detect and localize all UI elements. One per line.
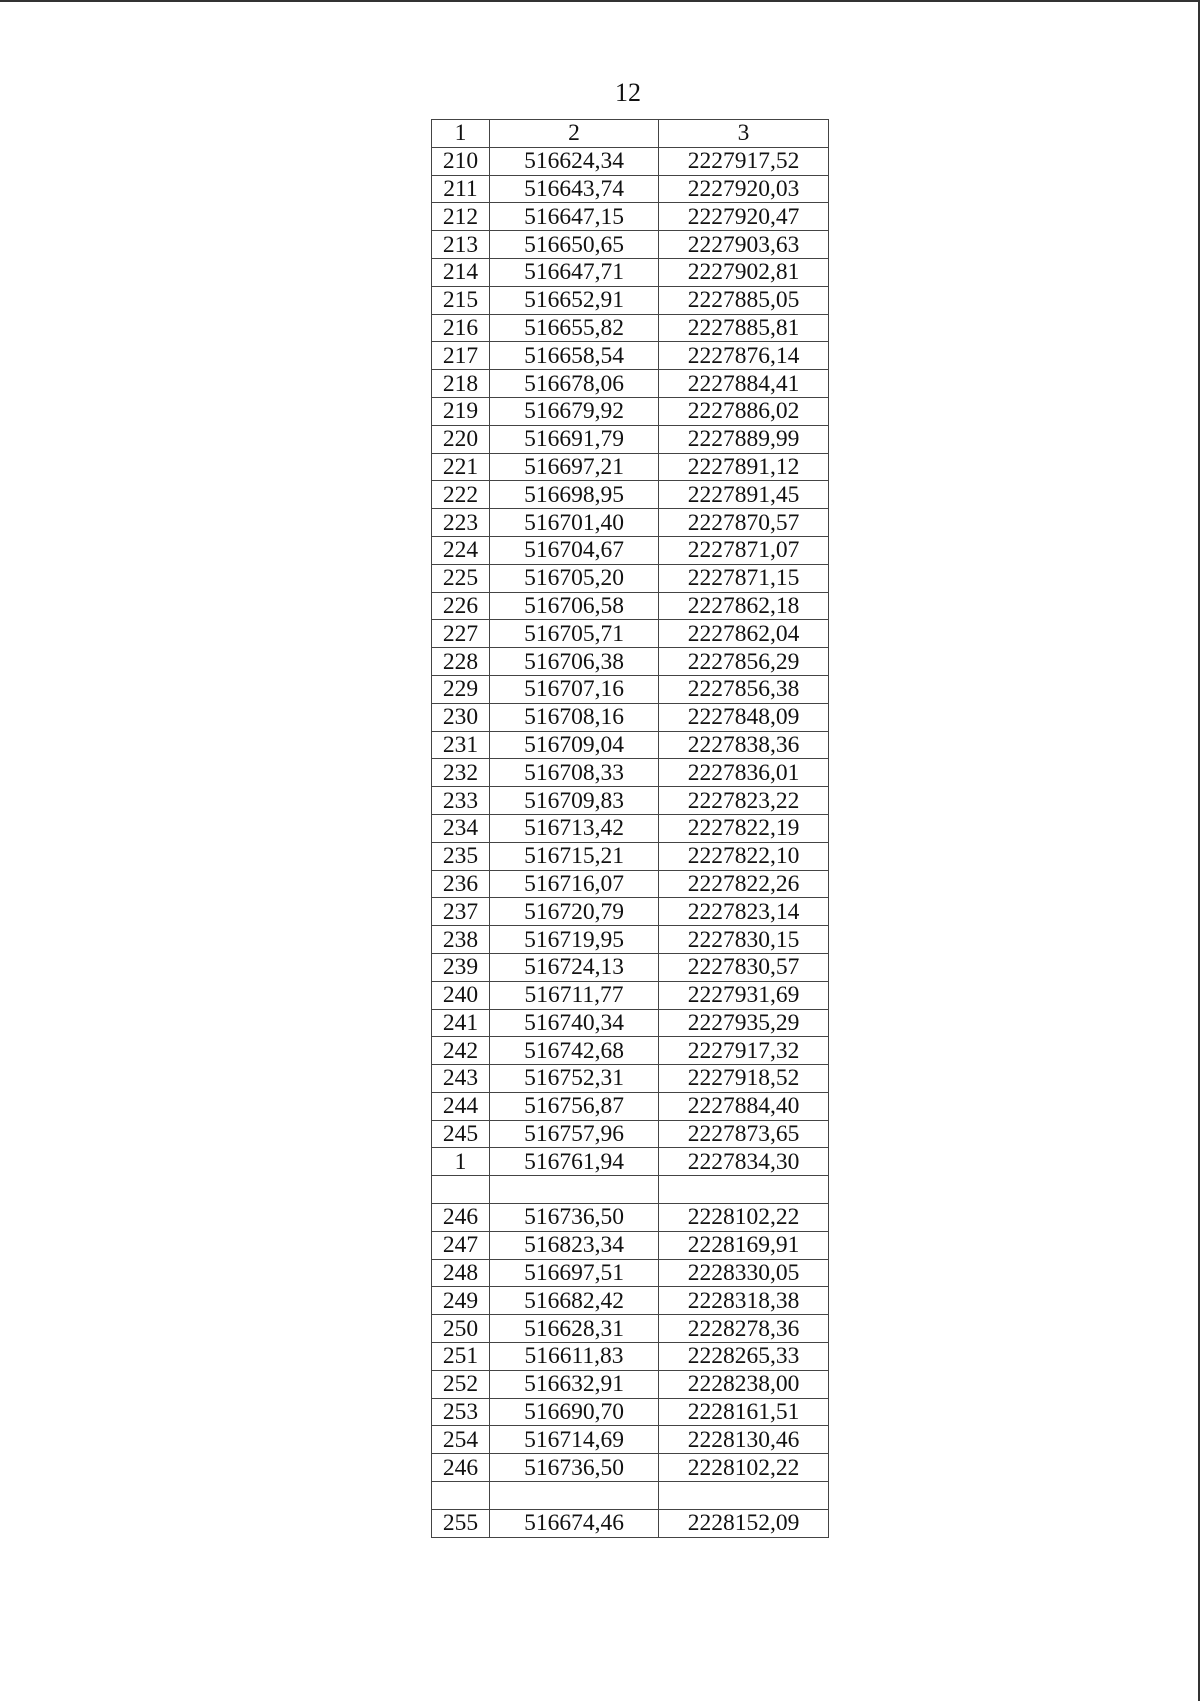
point-number: 210 — [432, 147, 490, 175]
table-row — [432, 703, 829, 731]
x-coordinate: 516736,50 — [490, 1204, 659, 1232]
table-row — [432, 1148, 829, 1176]
point-number: 220 — [432, 425, 490, 453]
point-number: 252 — [432, 1370, 490, 1398]
x-coordinate: 516647,15 — [490, 203, 659, 231]
y-coordinate: 2227917,32 — [659, 1037, 829, 1065]
table-row — [432, 787, 829, 815]
y-coordinate: 2227889,99 — [659, 425, 829, 453]
y-coordinate: 2228102,22 — [659, 1454, 829, 1482]
table-row — [432, 592, 829, 620]
point-number: 212 — [432, 203, 490, 231]
x-coordinate: 516650,65 — [490, 231, 659, 259]
y-coordinate: 2228169,91 — [659, 1231, 829, 1259]
x-coordinate: 516682,42 — [490, 1287, 659, 1315]
x-coordinate: 516714,69 — [490, 1426, 659, 1454]
point-number: 211 — [432, 175, 490, 203]
table-row — [432, 231, 829, 259]
x-coordinate: 516742,68 — [490, 1037, 659, 1065]
table-row — [432, 981, 829, 1009]
y-coordinate: 2227873,65 — [659, 1120, 829, 1148]
table-row — [432, 203, 829, 231]
y-coordinate: 2228130,46 — [659, 1426, 829, 1454]
x-coordinate — [490, 1482, 659, 1510]
y-coordinate: 2228238,00 — [659, 1370, 829, 1398]
point-number: 218 — [432, 370, 490, 398]
table-row — [432, 481, 829, 509]
x-coordinate: 516707,16 — [490, 675, 659, 703]
point-number: 246 — [432, 1454, 490, 1482]
point-number: 242 — [432, 1037, 490, 1065]
y-coordinate: 2227856,29 — [659, 648, 829, 676]
x-coordinate: 516736,50 — [490, 1454, 659, 1482]
x-coordinate — [490, 1176, 659, 1204]
x-coordinate: 516655,82 — [490, 314, 659, 342]
y-coordinate: 2227920,47 — [659, 203, 829, 231]
table-row — [432, 731, 829, 759]
x-coordinate: 516678,06 — [490, 370, 659, 398]
point-number: 214 — [432, 258, 490, 286]
x-coordinate: 516724,13 — [490, 953, 659, 981]
table-row — [432, 175, 829, 203]
table-row — [432, 1120, 829, 1148]
table-row — [432, 536, 829, 564]
x-coordinate: 516697,51 — [490, 1259, 659, 1287]
x-coordinate: 516706,58 — [490, 592, 659, 620]
y-coordinate: 2227830,57 — [659, 953, 829, 981]
point-number: 229 — [432, 675, 490, 703]
page-number: 12 — [615, 78, 641, 107]
table-row — [432, 397, 829, 425]
point-number: 226 — [432, 592, 490, 620]
x-coordinate: 516708,16 — [490, 703, 659, 731]
table-row — [432, 1454, 829, 1482]
y-coordinate: 2227856,38 — [659, 675, 829, 703]
point-number: 236 — [432, 870, 490, 898]
x-coordinate: 516752,31 — [490, 1065, 659, 1093]
y-coordinate: 2227836,01 — [659, 759, 829, 787]
x-coordinate: 516719,95 — [490, 926, 659, 954]
y-coordinate: 2228278,36 — [659, 1315, 829, 1343]
y-coordinate: 2227917,52 — [659, 147, 829, 175]
table-row — [432, 453, 829, 481]
x-coordinate: 516708,33 — [490, 759, 659, 787]
table-row — [432, 564, 829, 592]
table-row — [432, 1398, 829, 1426]
point-number: 251 — [432, 1343, 490, 1371]
point-number: 240 — [432, 981, 490, 1009]
x-coordinate: 516652,91 — [490, 286, 659, 314]
y-coordinate: 2227834,30 — [659, 1148, 829, 1176]
x-coordinate: 516706,38 — [490, 648, 659, 676]
table-row — [432, 1315, 829, 1343]
y-coordinate: 2227862,04 — [659, 620, 829, 648]
point-number: 223 — [432, 509, 490, 537]
y-coordinate: 2227822,10 — [659, 842, 829, 870]
table-row — [432, 1259, 829, 1287]
table-row — [432, 898, 829, 926]
point-number: 213 — [432, 231, 490, 259]
point-number: 232 — [432, 759, 490, 787]
y-coordinate: 2227822,19 — [659, 814, 829, 842]
table-row — [432, 370, 829, 398]
y-coordinate: 2227920,03 — [659, 175, 829, 203]
y-coordinate — [659, 1482, 829, 1510]
x-coordinate: 516709,04 — [490, 731, 659, 759]
y-coordinate — [659, 1176, 829, 1204]
y-coordinate: 2227848,09 — [659, 703, 829, 731]
x-coordinate: 516691,79 — [490, 425, 659, 453]
scan-edge-top — [0, 0, 1200, 2]
y-coordinate: 2228102,22 — [659, 1204, 829, 1232]
table-row — [432, 286, 829, 314]
x-coordinate: 516698,95 — [490, 481, 659, 509]
header-col-2: 2 — [490, 120, 659, 148]
table-body — [432, 147, 829, 1537]
x-coordinate: 516740,34 — [490, 1009, 659, 1037]
table-row — [432, 258, 829, 286]
y-coordinate: 2227871,15 — [659, 564, 829, 592]
point-number — [432, 1482, 490, 1510]
y-coordinate: 2227823,14 — [659, 898, 829, 926]
coordinates-table — [431, 119, 829, 1538]
table-row — [432, 1065, 829, 1093]
point-number: 247 — [432, 1231, 490, 1259]
y-coordinate: 2227822,26 — [659, 870, 829, 898]
x-coordinate: 516705,71 — [490, 620, 659, 648]
y-coordinate: 2227884,40 — [659, 1092, 829, 1120]
x-coordinate: 516628,31 — [490, 1315, 659, 1343]
table-row — [432, 425, 829, 453]
x-coordinate: 516643,74 — [490, 175, 659, 203]
x-coordinate: 516704,67 — [490, 536, 659, 564]
y-coordinate: 2228265,33 — [659, 1343, 829, 1371]
x-coordinate: 516674,46 — [490, 1509, 659, 1537]
table-row — [432, 1287, 829, 1315]
header-col-1: 1 — [432, 120, 490, 148]
table-row — [432, 842, 829, 870]
point-number: 248 — [432, 1259, 490, 1287]
point-number: 246 — [432, 1204, 490, 1232]
table-row — [432, 1037, 829, 1065]
point-number: 244 — [432, 1092, 490, 1120]
y-coordinate: 2228152,09 — [659, 1509, 829, 1537]
y-coordinate: 2227870,57 — [659, 509, 829, 537]
x-coordinate: 516756,87 — [490, 1092, 659, 1120]
table-row — [432, 1009, 829, 1037]
point-number: 237 — [432, 898, 490, 926]
x-coordinate: 516705,20 — [490, 564, 659, 592]
point-number: 238 — [432, 926, 490, 954]
point-number: 245 — [432, 1120, 490, 1148]
x-coordinate: 516823,34 — [490, 1231, 659, 1259]
x-coordinate: 516716,07 — [490, 870, 659, 898]
table-row — [432, 147, 829, 175]
x-coordinate: 516647,71 — [490, 258, 659, 286]
y-coordinate: 2227862,18 — [659, 592, 829, 620]
y-coordinate: 2227903,63 — [659, 231, 829, 259]
table-row — [432, 1092, 829, 1120]
point-number: 239 — [432, 953, 490, 981]
y-coordinate: 2227931,69 — [659, 981, 829, 1009]
y-coordinate: 2227891,45 — [659, 481, 829, 509]
point-number: 227 — [432, 620, 490, 648]
table-row — [432, 759, 829, 787]
y-coordinate: 2227918,52 — [659, 1065, 829, 1093]
point-number: 216 — [432, 314, 490, 342]
table-row — [432, 814, 829, 842]
table-row — [432, 953, 829, 981]
point-number: 219 — [432, 397, 490, 425]
x-coordinate: 516761,94 — [490, 1148, 659, 1176]
table-row — [432, 1204, 829, 1232]
table-row-blank — [432, 1482, 829, 1510]
y-coordinate: 2227935,29 — [659, 1009, 829, 1037]
x-coordinate: 516658,54 — [490, 342, 659, 370]
table-row — [432, 342, 829, 370]
point-number: 243 — [432, 1065, 490, 1093]
table-row — [432, 926, 829, 954]
point-number: 215 — [432, 286, 490, 314]
header-col-3: 3 — [659, 120, 829, 148]
point-number — [432, 1176, 490, 1204]
x-coordinate: 516713,42 — [490, 814, 659, 842]
table-row — [432, 1231, 829, 1259]
y-coordinate: 2227885,05 — [659, 286, 829, 314]
y-coordinate: 2228330,05 — [659, 1259, 829, 1287]
point-number: 221 — [432, 453, 490, 481]
table-row — [432, 1509, 829, 1537]
table-header-row — [432, 120, 829, 148]
table-row — [432, 648, 829, 676]
x-coordinate: 516679,92 — [490, 397, 659, 425]
x-coordinate: 516711,77 — [490, 981, 659, 1009]
y-coordinate: 2228318,38 — [659, 1287, 829, 1315]
y-coordinate: 2227886,02 — [659, 397, 829, 425]
point-number: 1 — [432, 1148, 490, 1176]
point-number: 224 — [432, 536, 490, 564]
x-coordinate: 516611,83 — [490, 1343, 659, 1371]
x-coordinate: 516757,96 — [490, 1120, 659, 1148]
x-coordinate: 516697,21 — [490, 453, 659, 481]
table-row — [432, 1426, 829, 1454]
x-coordinate: 516701,40 — [490, 509, 659, 537]
point-number: 249 — [432, 1287, 490, 1315]
table-row-blank — [432, 1176, 829, 1204]
point-number: 253 — [432, 1398, 490, 1426]
table-row — [432, 1370, 829, 1398]
y-coordinate: 2227830,15 — [659, 926, 829, 954]
y-coordinate: 2227876,14 — [659, 342, 829, 370]
point-number: 233 — [432, 787, 490, 815]
table-row — [432, 314, 829, 342]
point-number: 222 — [432, 481, 490, 509]
x-coordinate: 516624,34 — [490, 147, 659, 175]
point-number: 225 — [432, 564, 490, 592]
x-coordinate: 516720,79 — [490, 898, 659, 926]
point-number: 217 — [432, 342, 490, 370]
y-coordinate: 2228161,51 — [659, 1398, 829, 1426]
point-number: 241 — [432, 1009, 490, 1037]
table-row — [432, 620, 829, 648]
point-number: 228 — [432, 648, 490, 676]
point-number: 230 — [432, 703, 490, 731]
point-number: 250 — [432, 1315, 490, 1343]
point-number: 231 — [432, 731, 490, 759]
table-row — [432, 1343, 829, 1371]
y-coordinate: 2227891,12 — [659, 453, 829, 481]
table-row — [432, 675, 829, 703]
y-coordinate: 2227838,36 — [659, 731, 829, 759]
point-number: 235 — [432, 842, 490, 870]
table-row — [432, 870, 829, 898]
y-coordinate: 2227871,07 — [659, 536, 829, 564]
x-coordinate: 516690,70 — [490, 1398, 659, 1426]
point-number: 234 — [432, 814, 490, 842]
x-coordinate: 516632,91 — [490, 1370, 659, 1398]
x-coordinate: 516709,83 — [490, 787, 659, 815]
y-coordinate: 2227823,22 — [659, 787, 829, 815]
table-row — [432, 509, 829, 537]
point-number: 254 — [432, 1426, 490, 1454]
point-number: 255 — [432, 1509, 490, 1537]
y-coordinate: 2227902,81 — [659, 258, 829, 286]
y-coordinate: 2227884,41 — [659, 370, 829, 398]
y-coordinate: 2227885,81 — [659, 314, 829, 342]
x-coordinate: 516715,21 — [490, 842, 659, 870]
